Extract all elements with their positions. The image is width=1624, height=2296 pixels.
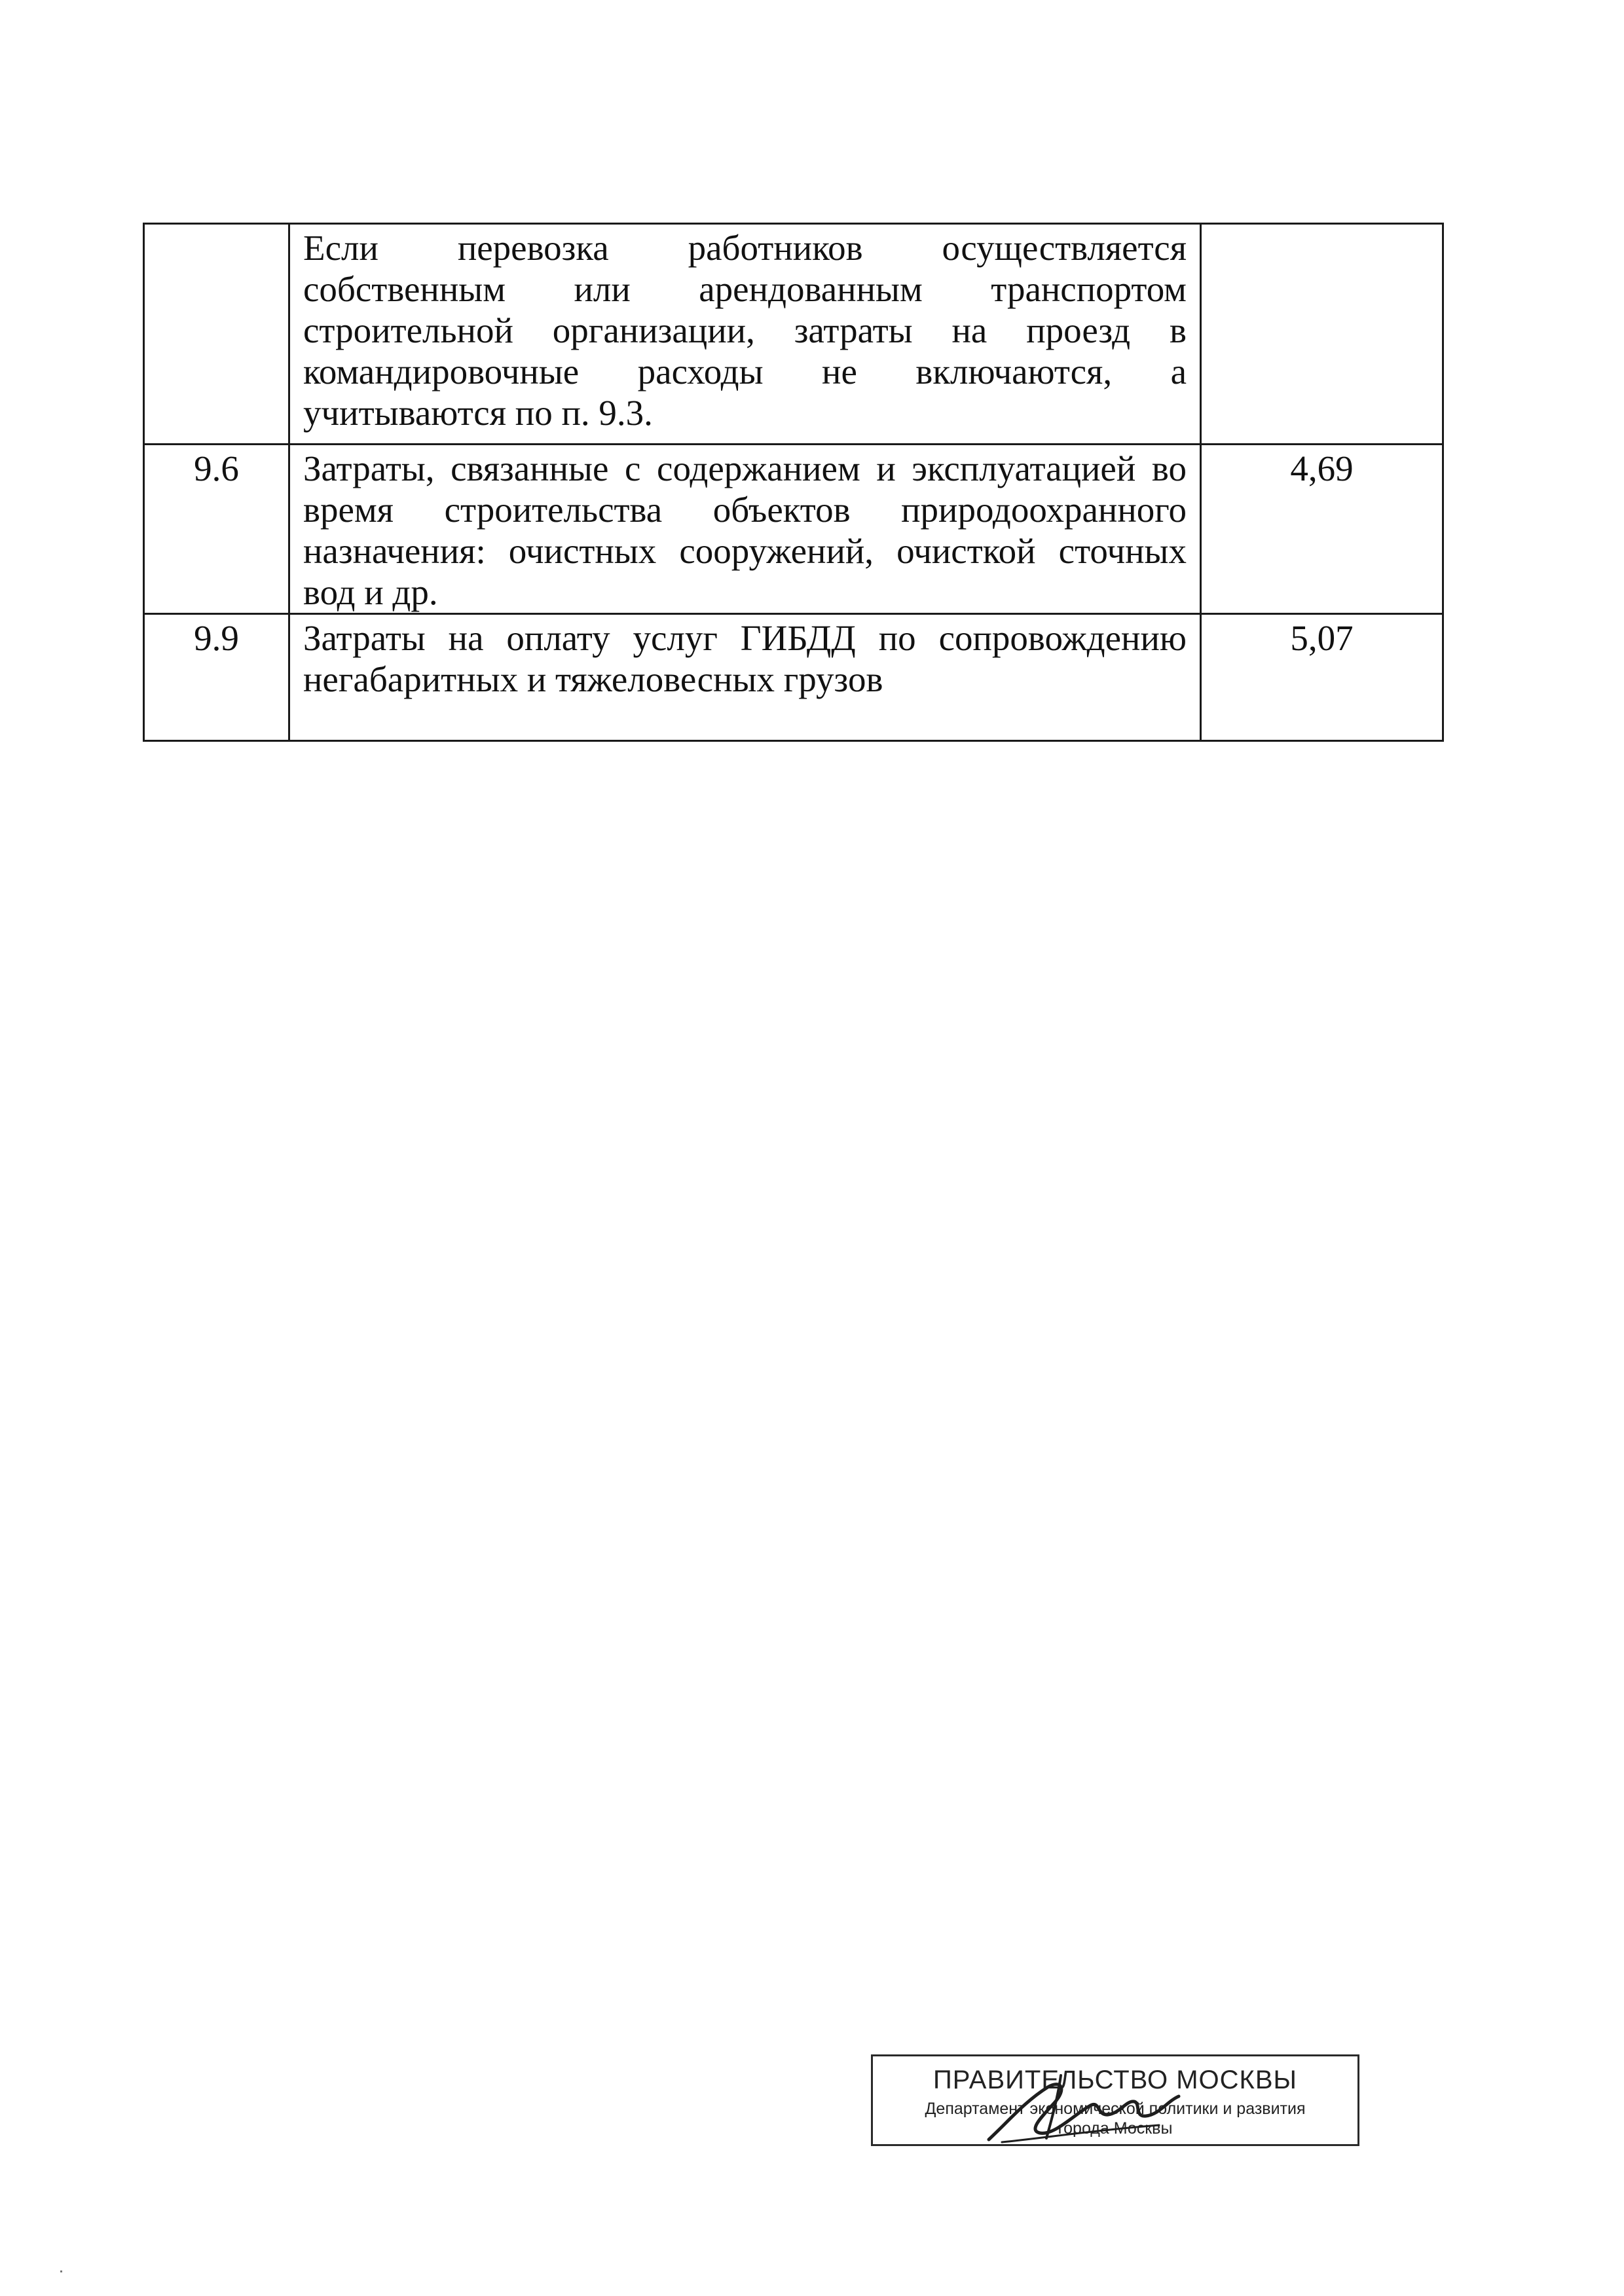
row-description-cell: Затраты, связанные с содержанием и эксплуатацией во время строительства объектов природоохранного назначения: очистных сооружений, очисткой сточных вод и др. (289, 445, 1201, 614)
scan-speck (60, 2270, 62, 2272)
cost-rates-table (143, 223, 1444, 742)
row-description-cell: Если перевозка работников осуществляется собственным или арендованным транспортом строительной организации, затраты на проезд в командировочные расходы не включаются, а учитываются по п. 9.3. (289, 224, 1201, 445)
handwritten-signature (963, 2062, 1198, 2154)
row-description-cell: Затраты на оплату услуг ГИБДД по сопровождению негабаритных и тяжеловесных грузов (289, 614, 1201, 741)
table-row (144, 614, 1443, 741)
row-number-cell (144, 224, 289, 445)
row-value-cell (1201, 224, 1443, 445)
row-number-cell: 9.9 (144, 614, 289, 741)
table-row (144, 445, 1443, 614)
row-number-cell: 9.6 (144, 445, 289, 614)
stamp-subtitle: Департамент экономической политики и развития (925, 2100, 1306, 2118)
row-value-cell: 5,07 (1201, 614, 1443, 741)
stamp-city: города Москвы (1058, 2119, 1173, 2138)
row-value-cell: 4,69 (1201, 445, 1443, 614)
table-row (144, 224, 1443, 445)
stamp-title: ПРАВИТЕЛЬСТВО МОСКВЫ (933, 2066, 1297, 2094)
